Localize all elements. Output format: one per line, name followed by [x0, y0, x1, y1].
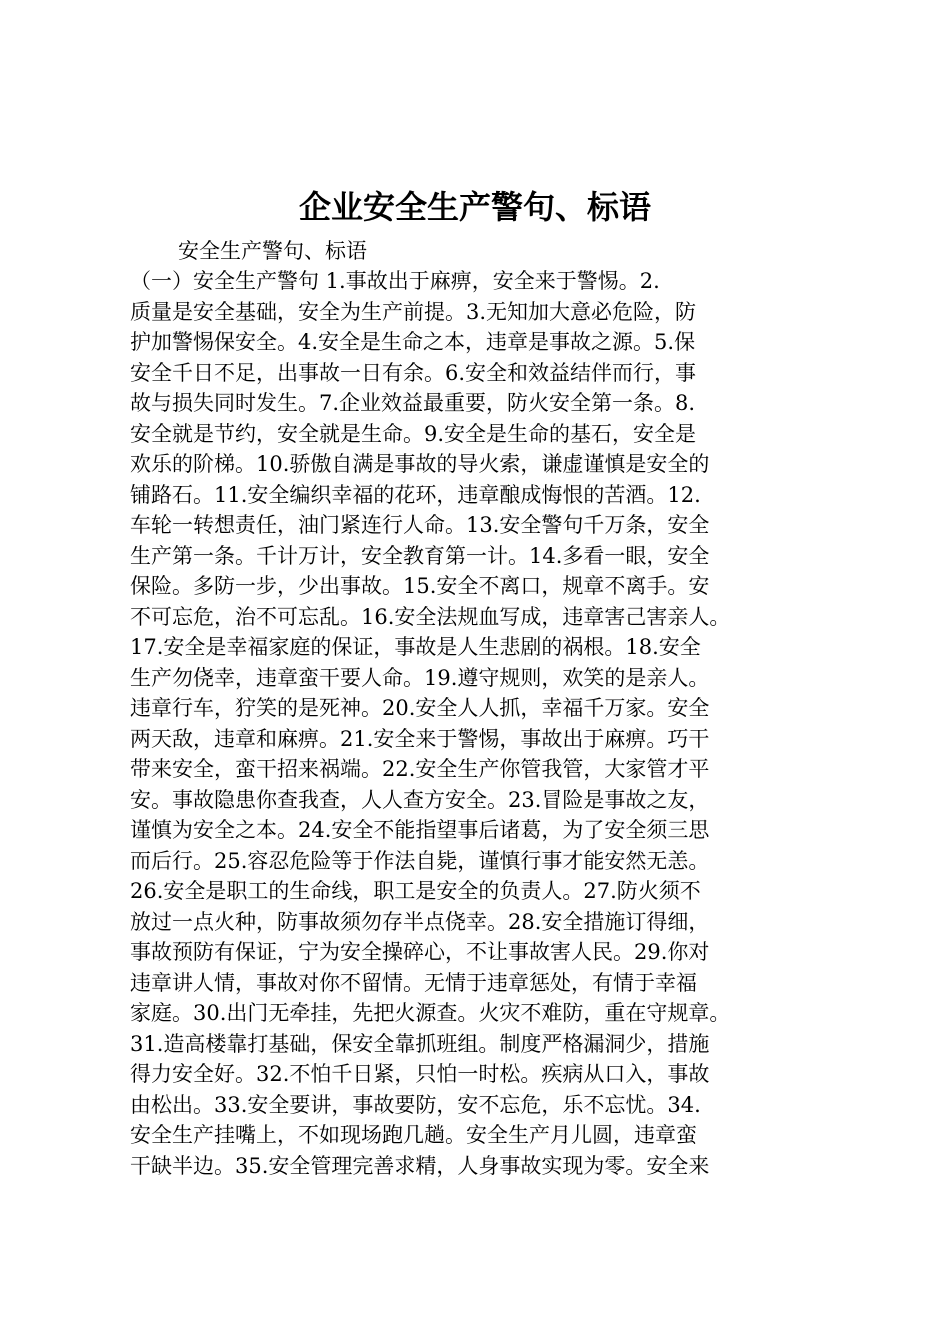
body-line: 不可忘危，治不可忘乱。16.安全法规血写成，违章害己害亲人。	[130, 604, 731, 629]
body-line: 违章行车，狞笑的是死神。20.安全人人抓，幸福千万家。安全	[130, 696, 710, 720]
document-title: 企业安全生产警句、标语	[298, 188, 651, 226]
body-line: 安全千日不足，出事故一日有余。6.安全和效益结伴而行，事	[130, 360, 697, 385]
body-line: 车轮一转想责任，油门紧连行人命。13.安全警句千万条，安全	[130, 513, 710, 537]
body-line: 故与损失同时发生。7.企业效益最重要，防火安全第一条。8.	[130, 391, 696, 415]
body-line: 铺路石。11.安全编织幸福的花环，违章酿成悔恨的苦酒。12.	[130, 482, 701, 507]
body-line: （一）安全生产警句 1.事故出于麻痹，安全来于警惕。2.	[130, 269, 660, 293]
body-line: 事故预防有保证，宁为安全操碎心，不让事故害人民。29.你对	[130, 940, 710, 964]
body-line: 生产第一条。千计万计，安全教育第一计。14.多看一眼，安全	[130, 543, 710, 568]
document-body	[130, 266, 840, 1181]
body-line: 而后行。25.容忍危险等于作法自毙，谨慎行事才能安然无恙。	[130, 848, 710, 873]
body-line: 安。事故隐患你查我查，人人查方安全。23.冒险是事故之友，	[130, 787, 710, 812]
body-line: 生产勿侥幸，违章蛮干要人命。19.遵守规则，欢笑的是亲人。	[130, 665, 710, 690]
document-subtitle: 安全生产警句、标语	[178, 239, 367, 263]
body-line: 带来安全，蛮干招来祸端。22.安全生产你管我管，大家管才平	[130, 757, 710, 781]
body-line: 质量是安全基础，安全为生产前提。3.无知加大意必危险，防	[130, 299, 697, 324]
body-line: 安全就是节约，安全就是生命。9.安全是生命的基石，安全是	[130, 421, 697, 446]
body-line: 欢乐的阶梯。10.骄傲自满是事故的导火索，谦虚谨慎是安全的	[130, 452, 710, 476]
body-line: 26.安全是职工的生命线，职工是安全的负责人。27.防火须不	[130, 879, 701, 903]
body-line: 17.安全是幸福家庭的保证，事故是人生悲剧的祸根。18.安全	[130, 635, 701, 659]
body-line: 干缺半边。35.安全管理完善求精，人身事故实现为零。安全来	[130, 1153, 710, 1178]
body-line: 由松出。33.安全要讲，事故要防，安不忘危，乐不忘忧。34.	[130, 1092, 701, 1117]
body-line: 家庭。30.出门无牵挂，先把火源查。火灾不难防，重在守规章。	[130, 1001, 731, 1025]
body-line: 得力安全好。32.不怕千日紧，只怕一时松。疾病从口入，事故	[130, 1062, 710, 1086]
body-line: 31.造高楼靠打基础，保安全靠抓班组。制度严格漏洞少，措施	[130, 1031, 710, 1056]
body-line: 两天敌，违章和麻痹。21.安全来于警惕，事故出于麻痹。巧干	[130, 726, 710, 751]
body-line: 安全生产挂嘴上，不如现场跑几趟。安全生产月儿圆，违章蛮	[130, 1123, 697, 1147]
body-line: 谨慎为安全之本。24.安全不能指望事后诸葛，为了安全须三思	[130, 818, 710, 842]
body-line: 护加警惕保安全。4.安全是生命之本，违章是事故之源。5.保	[130, 330, 696, 354]
body-line: 保险。多防一步，少出事故。15.安全不离口，规章不离手。安	[130, 574, 710, 598]
body-line: 违章讲人情，事故对你不留情。无情于违章惩处，有情于幸福	[130, 970, 697, 995]
body-line: 放过一点火种，防事故须勿存半点侥幸。28.安全措施订得细，	[130, 909, 710, 934]
